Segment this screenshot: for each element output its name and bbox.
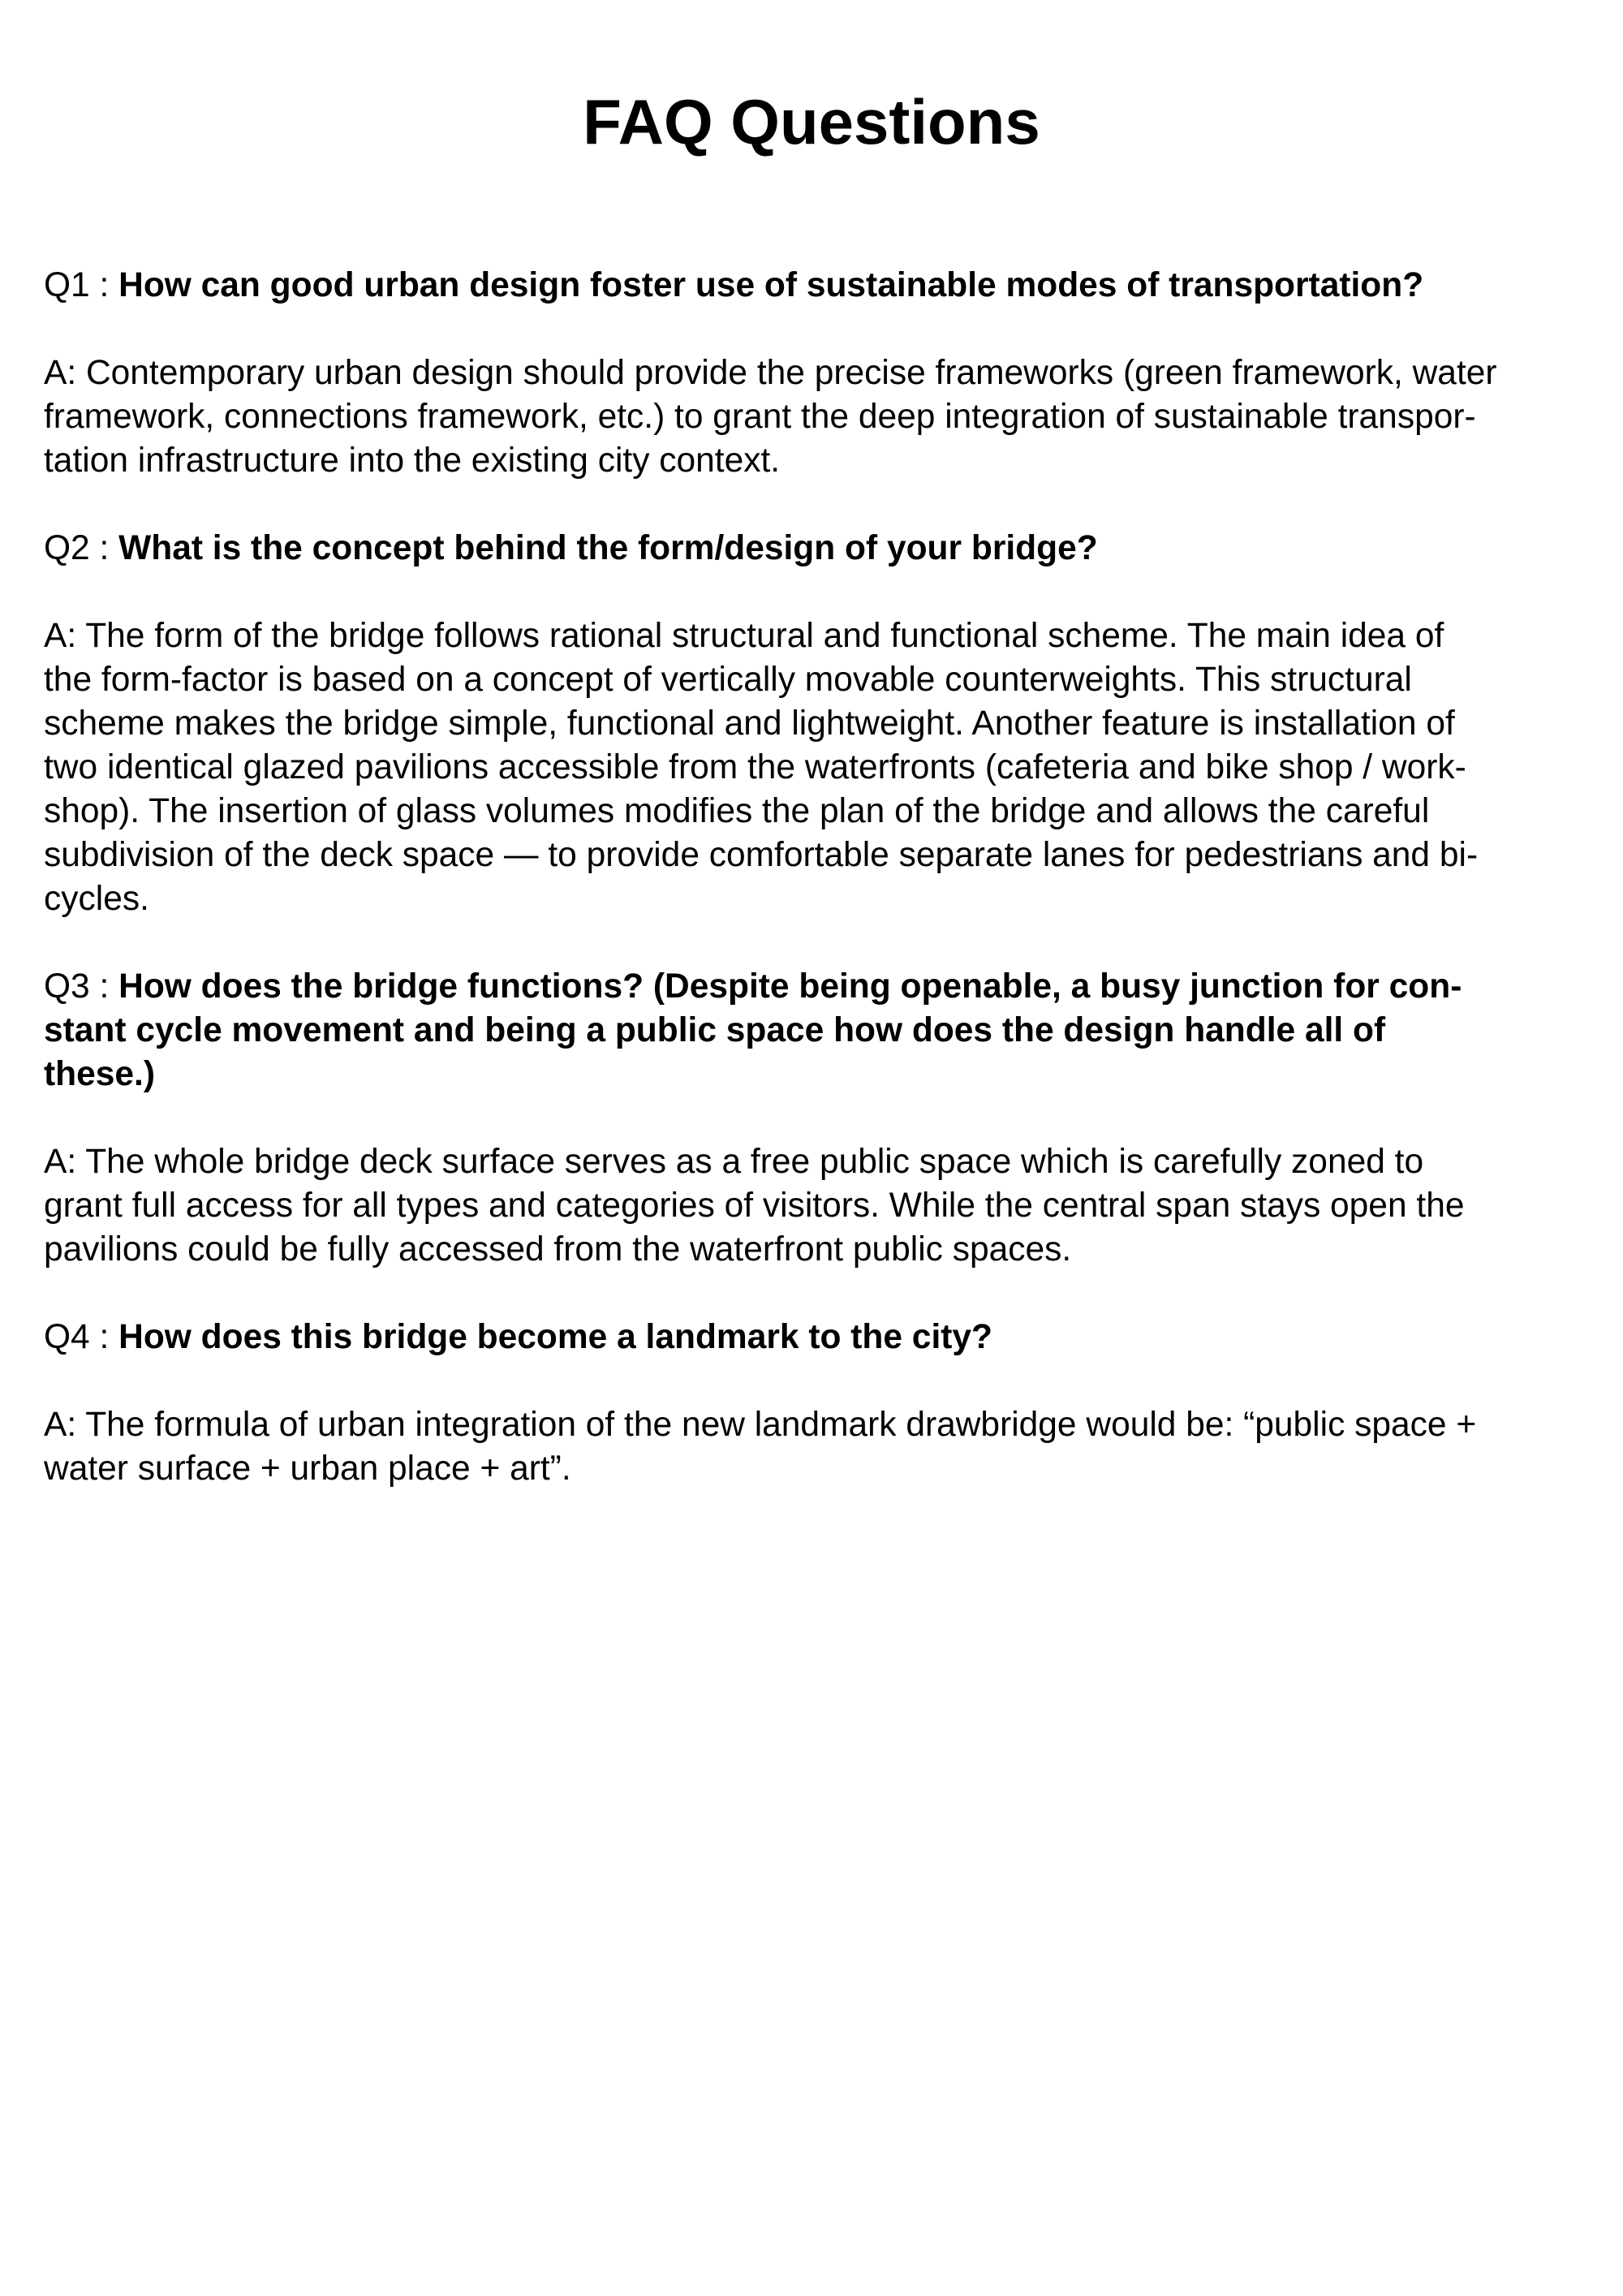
answer-line: shop). The insertion of glass volumes modifies the plan of the bridge and allows the careful [44,792,1430,830]
answer-line: water surface + urban place + art”. [44,1450,571,1488]
question-text: How can good urban design foster use of sustainable modes of transportation? [118,266,1424,304]
answer-line: pavilions could be fully accessed from the waterfront public spaces. [44,1230,1072,1269]
question-label: Q2 : [44,529,119,567]
answer-line: scheme makes the bridge simple, functional and lightweight. Another feature is installation of [44,704,1455,743]
answer-line: two identical glazed pavilions accessible from the waterfronts (cafeteria and bike shop / work- [44,748,1466,786]
question-text: How does this bridge become a landmark to the city? [118,1318,993,1356]
faq-item-1 [44,264,1590,483]
question-label: Q1 : [44,266,119,304]
answer-line: A: The formula of urban integration of the new landmark drawbridge would be: “public space + [44,1406,1477,1444]
faq-item-4 [44,1316,1590,1491]
question-text: What is the concept behind the form/design of your bridge? [118,529,1098,567]
answer-line: A: The form of the bridge follows rational structural and functional scheme. The main idea of [44,617,1444,655]
faq-answer-4 [44,1403,1590,1491]
question-text-line: How does the bridge functions? (Despite being openable, a busy junction for con- [118,967,1462,1006]
faq-answer-1 [44,351,1590,483]
answer-line: cycles. [44,880,149,918]
answer-line: the form-factor is based on a concept of vertically movable counterweights. This structural [44,661,1412,699]
faq-item-2 [44,527,1590,921]
faq-question-3 [44,965,1590,1096]
page-title: FAQ Questions [583,86,1040,157]
faq-answer-2 [44,614,1590,921]
faq-item-3 [44,965,1590,1272]
answer-line: tation infrastructure into the existing city context. [44,442,781,480]
answer-line: A: Contemporary urban design should provide the precise frameworks (green framework, water [44,354,1497,392]
question-label: Q3 : [44,967,119,1006]
faq-question-2 [44,527,1590,571]
answer-line: grant full access for all types and categories of visitors. While the central span stays open the [44,1187,1465,1225]
faq-answer-3 [44,1140,1590,1272]
answer-line: framework, connections framework, etc.) to grant the deep integration of sustainable transpor- [44,398,1476,436]
faq-question-4 [44,1316,1590,1359]
question-text-line: these.) [44,1055,155,1093]
question-label: Q4 : [44,1318,119,1356]
faq-list [44,264,1590,1535]
answer-line: subdivision of the deck space — to provide comfortable separate lanes for pedestrians and bi- [44,836,1479,874]
answer-line: A: The whole bridge deck surface serves as a free public space which is carefully zoned to [44,1143,1424,1181]
faq-question-1 [44,264,1590,308]
question-text-line: stant cycle movement and being a public space how does the design handle all of [44,1011,1386,1049]
